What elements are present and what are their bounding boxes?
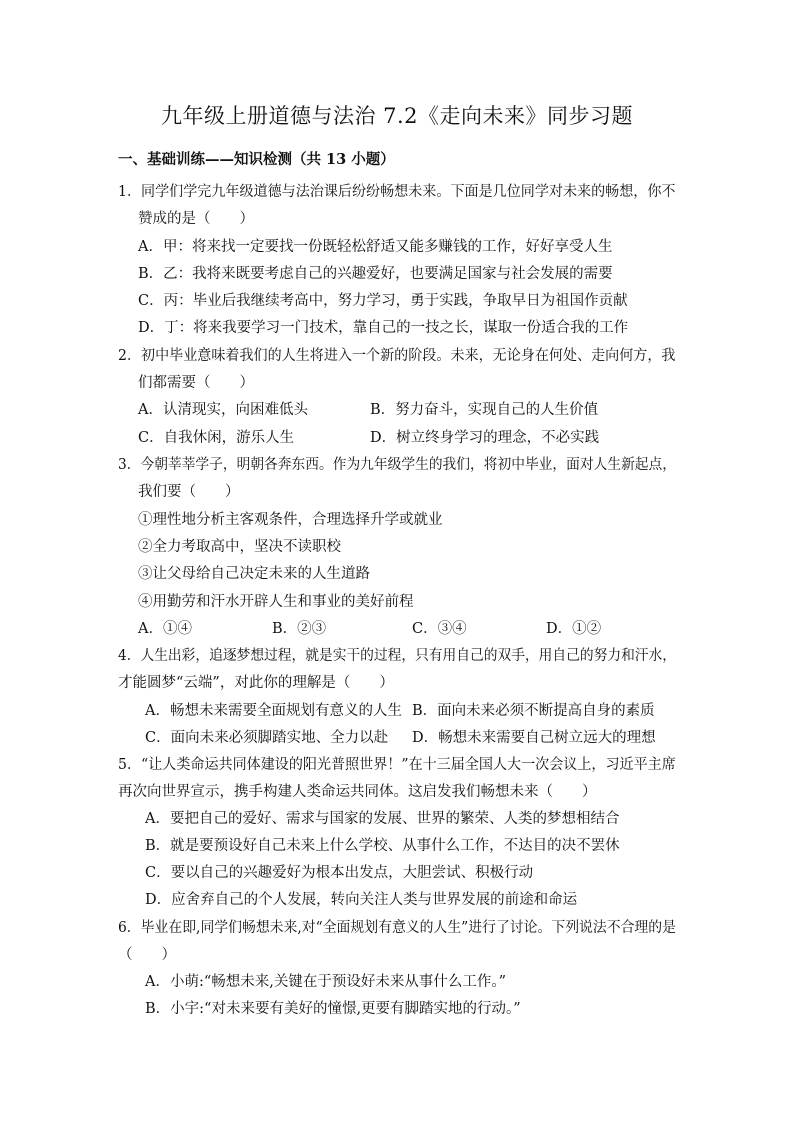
question-3-stem-line-1: 3．今朝莘莘学子，明朝各奔东西。作为九年级学生的我们，将初中毕业，面对人生新起点，: [118, 457, 677, 473]
section-heading: 一、基础训练——知识检测（共 13 小题）: [118, 151, 395, 168]
question-5-option-d: D．应舍弃自己的个人发展，转向关注人类与世界发展的前途和命运: [145, 892, 578, 908]
question-6-stem-line-1: 6．毕业在即,同学们畅想未来,对“全面规划有意义的人生”进行了讨论。下列说法不合理的是: [118, 920, 676, 936]
question-5-option-b: B．就是要预设好自己未来上什么学校、从事什么工作，不达目的决不罢休: [145, 838, 620, 854]
question-2-option-c: C．自我休闲，游乐人生: [138, 430, 295, 446]
question-3-item-2: ②全力考取高中，坚决不读职校: [138, 539, 341, 555]
question-1-option-a: A．甲：将来找一定要找一份既轻松舒适又能多赚钱的工作，好好享受人生: [138, 239, 613, 255]
question-3-item-4: ④用勤劳和汗水开辟人生和事业的美好前程: [138, 594, 414, 610]
question-4-stem-line-1: 4．人生出彩，追逐梦想过程，就是实干的过程，只有用自己的双手，用自己的努力和汗水，: [118, 648, 677, 664]
question-3-stem-line-2: 我们要（ ）: [138, 484, 240, 500]
question-3-item-3: ③让父母给自己决定未来的人生道路: [138, 566, 370, 582]
question-4-option-d: D．畅想未来需要自己树立远大的理想: [412, 730, 656, 746]
question-1-option-b: B．乙：我将来既要考虑自己的兴趣爱好，也要满足国家与社会发展的需要: [138, 266, 613, 282]
question-4-option-c: C．面向未来必须脚踏实地、全力以赴: [145, 730, 389, 746]
question-2-option-a: A．认清现实，向困难低头: [138, 402, 308, 418]
question-5-stem-line-2: 再次向世界宣示，携手构建人类命运共同体。这启发我们畅想未来（ ）: [118, 784, 597, 800]
question-3-item-1: ①理性地分析主客观条件，合理选择升学或就业: [138, 512, 443, 528]
question-2-option-d: D．树立终身学习的理念，不必实践: [370, 430, 600, 446]
question-3-option-d: D．①②: [546, 621, 602, 637]
question-3-option-c: C．③④: [412, 621, 467, 637]
question-6-option-b: B．小宇:“对未来要有美好的憧憬,更要有脚踏实地的行动。”: [145, 1001, 521, 1017]
question-1-option-c: C．丙：毕业后我继续考高中，努力学习，勇于实践，争取早日为祖国作贡献: [138, 293, 628, 309]
question-3-option-a: A．①④: [138, 621, 192, 637]
question-2-stem-line-2: 们都需要（ ）: [138, 375, 254, 391]
question-1-stem-line-2: 赞成的是（ ）: [138, 211, 254, 227]
question-1-option-d: D．丁：将来我要学习一门技术，靠自己的一技之长，谋取一份适合我的工作: [138, 320, 629, 336]
question-4-option-a: A．畅想未来需要全面规划有意义的人生: [145, 703, 402, 719]
question-4-option-b: B．面向未来必须不断提高自身的素质: [412, 703, 655, 719]
question-6-stem-line-2: （ ）: [118, 947, 176, 963]
question-5-option-a: A．要把自己的爱好、需求与国家的发展、世界的繁荣、人类的梦想相结合: [145, 811, 620, 827]
question-1-stem-line-1: 1．同学们学完九年级道德与法治课后纷纷畅想未来。下面是几位同学对未来的畅想，你不: [118, 184, 676, 200]
question-4-stem-line-2: 才能圆梦“云端”，对此你的理解是（ ）: [118, 675, 394, 691]
question-6-option-a: A．小萌:“畅想未来,关键在于预设好未来从事什么工作。”: [145, 974, 507, 990]
page-title: 九年级上册道德与法治 7.2《走向未来》同步习题: [160, 104, 634, 128]
question-5-stem-line-1: 5．“让人类命运共同体建设的阳光普照世界！”在十三届全国人大一次会议上，习近平主席: [118, 757, 676, 773]
question-2-option-b: B．努力奋斗，实现自己的人生价值: [370, 402, 599, 418]
question-3-option-b: B．②③: [272, 621, 327, 637]
question-2-stem-line-1: 2．初中毕业意味着我们的人生将进入一个新的阶段。未来，无论身在何处、走向何方，我: [118, 348, 676, 364]
question-5-option-c: C．要以自己的兴趣爱好为根本出发点，大胆尝试、积极行动: [145, 865, 534, 881]
